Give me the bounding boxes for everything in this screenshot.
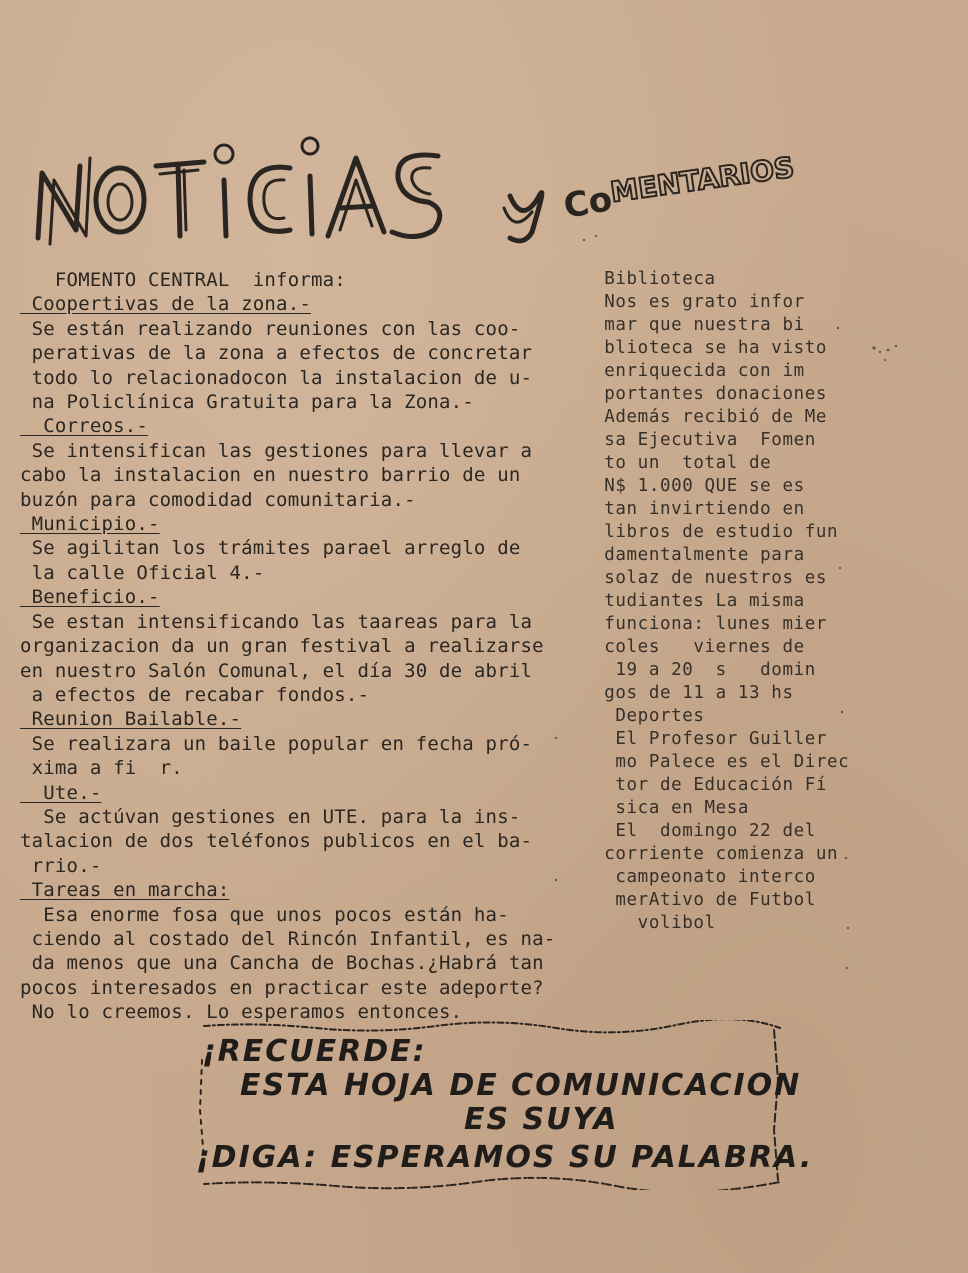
- right-line-24: sica en Mesa: [582, 798, 750, 818]
- right-line-3: mar que nuestra bi: [582, 315, 805, 335]
- right-line-20: Deportes: [582, 706, 705, 726]
- right-line-4: blioteca se ha visto: [582, 338, 827, 358]
- left-line-30: pocos interesados en practicar este adeporte?: [20, 976, 544, 999]
- left-line-1: FOMENTO CENTRAL informa:: [20, 269, 346, 291]
- left-line-14: Beneficio.-: [20, 586, 160, 609]
- stamp-line-3: ES SUYA: [464, 1102, 619, 1137]
- left-line-10: buzón para comodidad comunitaria.-: [20, 488, 416, 511]
- svg-text:MENTARIOS: MENTARIOS: [608, 150, 797, 209]
- right-line-6: portantes donaciones: [582, 384, 827, 404]
- left-line-25: rrio.-: [20, 854, 102, 877]
- left-line-27: Esa enorme fosa que unos pocos están ha-: [20, 903, 509, 926]
- right-line-18: 19 a 20 s domin: [582, 660, 816, 680]
- left-line-3: Se están realizando reuniones con las coo-: [20, 317, 521, 340]
- left-line-24: talacion de dos teléfonos publicos en el ba-: [20, 830, 533, 853]
- left-line-12: Se agilitan los trámites parael arreglo de: [20, 537, 521, 560]
- left-line-11: Municipio.-: [20, 513, 160, 536]
- right-line-19: gos de 11 a 13 hs: [582, 683, 794, 703]
- left-line-28: ciendo al costado del Rincón Infantil, es na-: [20, 927, 556, 950]
- left-line-7: Correos.-: [20, 415, 149, 438]
- left-line-16: organizacion da un gran festival a realizarse: [20, 635, 544, 658]
- left-line-26: Tareas en marcha:: [20, 879, 230, 902]
- svg-text:Co: Co: [560, 179, 616, 227]
- right-line-17: coles viernes de: [582, 637, 805, 657]
- left-line-20: Se realizara un baile popular en fecha pró-: [20, 732, 533, 755]
- right-line-8: sa Ejecutiva Fomen: [582, 430, 816, 450]
- right-line-21: El Profesor Guiller: [582, 729, 827, 749]
- stamp-line-4: ¡DIGA: ESPERAMOS SU PALABRA.: [196, 1140, 814, 1175]
- right-line-9: to un total de: [582, 453, 772, 473]
- left-line-31: No lo creemos. Lo esperamos entonces.: [20, 1001, 463, 1024]
- right-line-23: tor de Educación Fí: [582, 775, 827, 795]
- left-line-19: Reunion Bailable.-: [20, 708, 242, 731]
- right-line-16: funciona: lunes mier: [582, 614, 827, 634]
- right-line-10: N$ 1.000 QUE se es: [582, 476, 805, 496]
- left-line-17: en nuestro Salón Comunal, el día 30 de abril: [20, 659, 533, 682]
- right-line-28: merAtivo de Futbol: [582, 890, 816, 910]
- left-line-9: cabo la instalacion en nuestro barrio de un: [20, 464, 521, 487]
- left-line-22: Ute.-: [20, 781, 102, 804]
- right-line-15: tudiantes La misma: [582, 591, 805, 611]
- right-line-2: Nos es grato infor: [582, 292, 805, 312]
- left-line-29: da menos que una Cancha de Bochas.¿Habrá tan: [20, 952, 544, 975]
- left-line-21: xima a fi r.: [20, 757, 183, 780]
- left-line-6: na Policlínica Gratuita para la Zona.-: [20, 391, 474, 414]
- left-line-23: Se actúvan gestiones en UTE. para la ins-: [20, 805, 521, 828]
- left-line-5: todo lo relacionadocon la instalacion de u-: [20, 366, 533, 389]
- stamp-line-2: ESTA HOJA DE COMUNICACION: [240, 1068, 802, 1103]
- left-line-4: perativas de la zona a efectos de concretar: [20, 342, 533, 365]
- right-line-5: enriquecida con im: [582, 361, 805, 381]
- right-line-12: libros de estudio fun: [582, 522, 839, 542]
- right-line-13: damentalmente para: [582, 545, 805, 565]
- right-line-26: corriente comienza un: [582, 844, 839, 864]
- left-line-13: la calle Oficial 4.-: [20, 561, 265, 584]
- left-line-15: Se estan intensificando las taareas para la: [20, 610, 533, 633]
- right-line-27: campeonato interco: [582, 867, 816, 887]
- right-line-11: tan invirtiendo en: [582, 499, 805, 519]
- stamp-line-1: ¡RECUERDE:: [202, 1034, 427, 1069]
- right-line-25: El domingo 22 del: [582, 821, 816, 841]
- right-line-14: solaz de nuestros es: [582, 568, 827, 588]
- left-line-8: Se intensifican las gestiones para llevar a: [20, 439, 533, 462]
- right-line-7: Además recibió de Me: [582, 407, 827, 427]
- right-line-22: mo Palece es el Direc: [582, 752, 850, 772]
- right-line-1: Biblioteca: [582, 269, 716, 289]
- left-line-2: Coopertivas de la zona.-: [20, 293, 311, 316]
- left-line-18: a efectos de recabar fondos.-: [20, 683, 370, 706]
- right-line-29: volibol: [582, 913, 716, 933]
